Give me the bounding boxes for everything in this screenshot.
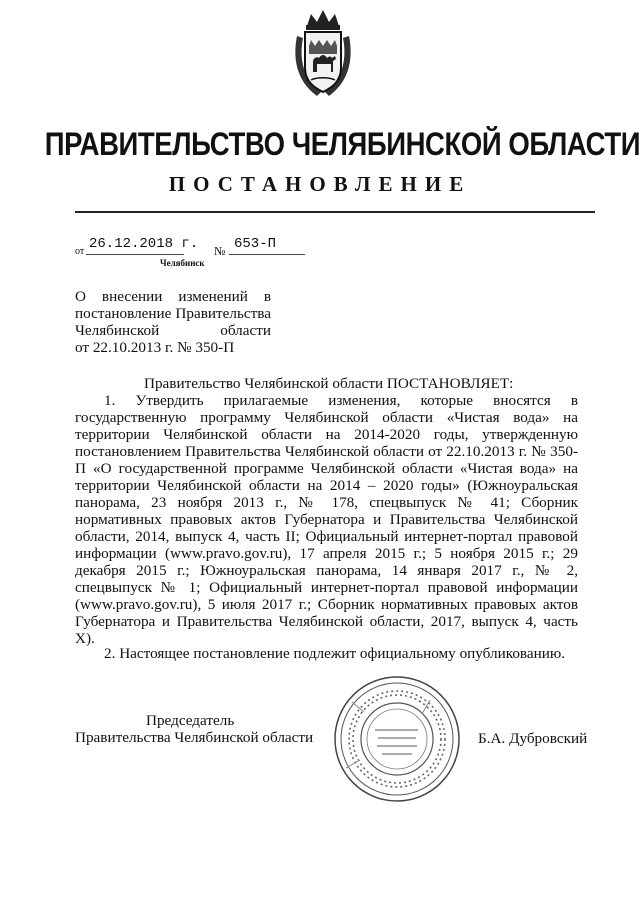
document-subject: [75, 288, 271, 356]
signatory-position: [75, 712, 337, 746]
subject-line: Челябинской области: [75, 322, 271, 339]
preamble: Правительство Челябинской области ПОСТАНОВЛЯЕТ:: [144, 375, 514, 392]
position-line: Председатель: [146, 712, 235, 729]
document-type: ПОСТАНОВЛЕНИЕ: [168, 172, 472, 196]
document-date: 26.12.2018 г.: [89, 236, 199, 252]
date-underline: [86, 254, 184, 255]
clause-1: 1. Утвердить прилагаемые изменения, которые вносятся в государственную программу Челябинской области «Чистая вода» на территории Челябинской области на 2014-2020 годы, утвержденную постановлением Правительства Челябинской области от 22.10.2013 г. № 350-П «О государственной программе Челябинской области «Чистая вода» на территории Челябинской области на 2014 – 2020 годы» (Южноуральская панорама, 23 ноября 2013 г., № 178, спецвыпуск № 41; Сборник нормативных правовых актов Губернатора и Правительства Челябинской области, 2014, выпуск 4, часть II; Официальный интернет-портал правовой информации (www.pravo.gov.ru), 17 апреля 2015 г.; 5 ноября 2015 г.; 29 декабря 2015 г.; Южноуральская панорама, 14 января 2017 г., № 2, спецвыпуск № 1; Официальный интернет-портал правовой информации (www.pravo.gov.ru), 5 июля 2017 г.; Сборник нормативных правовых актов Губернатора и Правительства Челябинской области, 2017, выпуск 4, часть X).: [75, 392, 578, 647]
subject-line: от 22.10.2013 г. № 350-П: [75, 339, 235, 356]
number-label: №: [214, 244, 226, 258]
signatory-name: Б.А. Дубровский: [478, 730, 588, 747]
position-line: Правительства Челябинской области: [75, 729, 314, 746]
government-title: ПРАВИТЕЛЬСТВО ЧЕЛЯБИНСКОЙ ОБЛАСТИ: [44, 126, 640, 162]
document-number: 653-П: [234, 236, 277, 252]
clause-2: 2. Настоящее постановление подлежит официальному опубликованию.: [104, 645, 566, 662]
date-prefix-label: от: [75, 246, 85, 257]
subject-line: О внесении изменений в: [75, 288, 271, 305]
city-label: Челябинск: [160, 258, 205, 268]
official-seal-icon: [330, 672, 464, 806]
coat-of-arms-icon: [291, 6, 355, 102]
subject-line: постановление Правительства: [75, 305, 271, 322]
header-divider: [75, 211, 595, 213]
number-underline: [229, 254, 305, 255]
